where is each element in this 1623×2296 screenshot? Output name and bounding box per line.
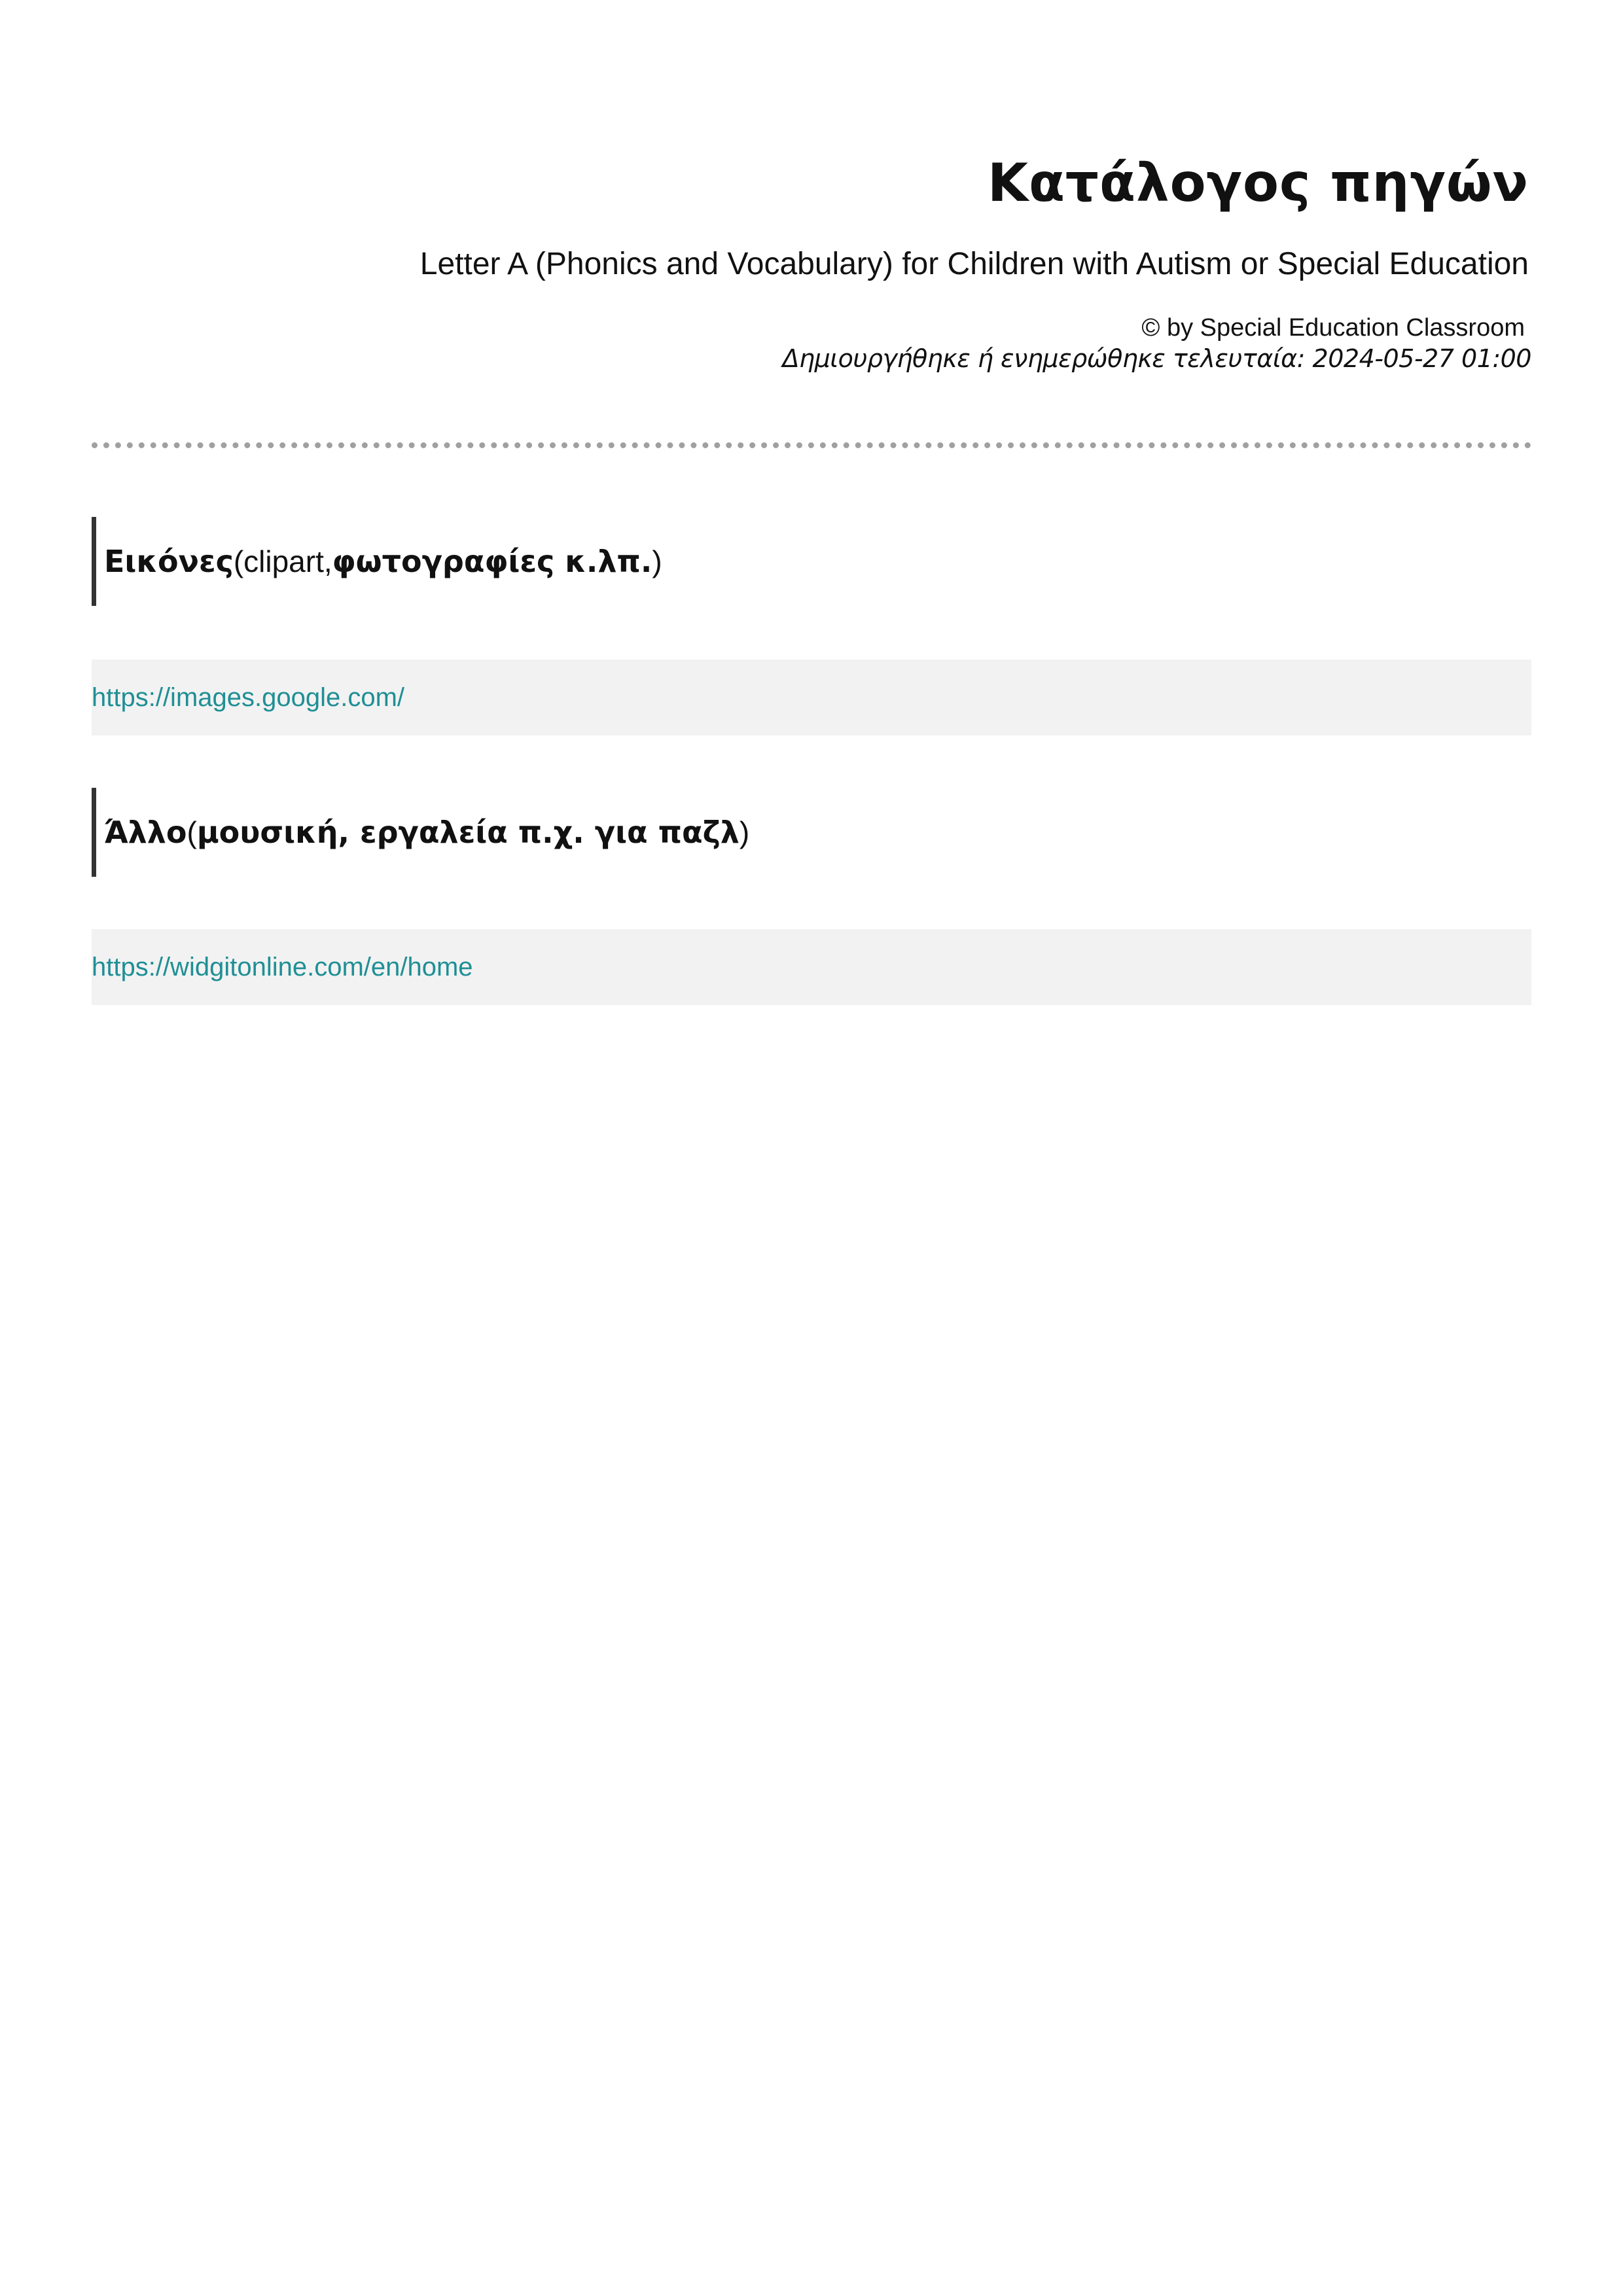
section-heading-detail: μουσική, εργαλεία π.χ. για παζλ [196, 815, 740, 850]
header-divider [92, 442, 1531, 448]
section-heading-paren-close: ) [739, 815, 750, 849]
section-heading-paren-close: ) [652, 544, 662, 578]
section-heading-main: Εικόνες [104, 544, 234, 579]
page-subtitle: Letter A (Phonics and Vocabulary) for Children with Autism or Special Education [419, 247, 1529, 281]
page-title: Κατάλογος πηγών [987, 152, 1529, 213]
section-heading-paren-open: (clipart, [233, 544, 332, 578]
link-box-other [92, 929, 1531, 1005]
document-page [92, 0, 1531, 2296]
section-heading-detail: φωτογραφίες κ.λπ. [332, 544, 652, 579]
document-header [92, 152, 1531, 376]
copyright-line: © by Special Education Classroom [1141, 313, 1525, 342]
source-link-other[interactable]: https://widgitonline.com/en/home [92, 952, 473, 981]
section-heading-images [92, 517, 1478, 606]
link-box-images [92, 660, 1531, 735]
section-heading-paren-open: ( [187, 815, 197, 849]
section-heading-main: Άλλο [104, 815, 187, 850]
section-heading-other [92, 788, 1478, 877]
last-updated-line: Δημιουργήθηκε ή ενημερώθηκε τελευταία: 2024-05-27 01:00 [782, 344, 1531, 374]
source-link-images[interactable]: https://images.google.com/ [92, 682, 405, 712]
